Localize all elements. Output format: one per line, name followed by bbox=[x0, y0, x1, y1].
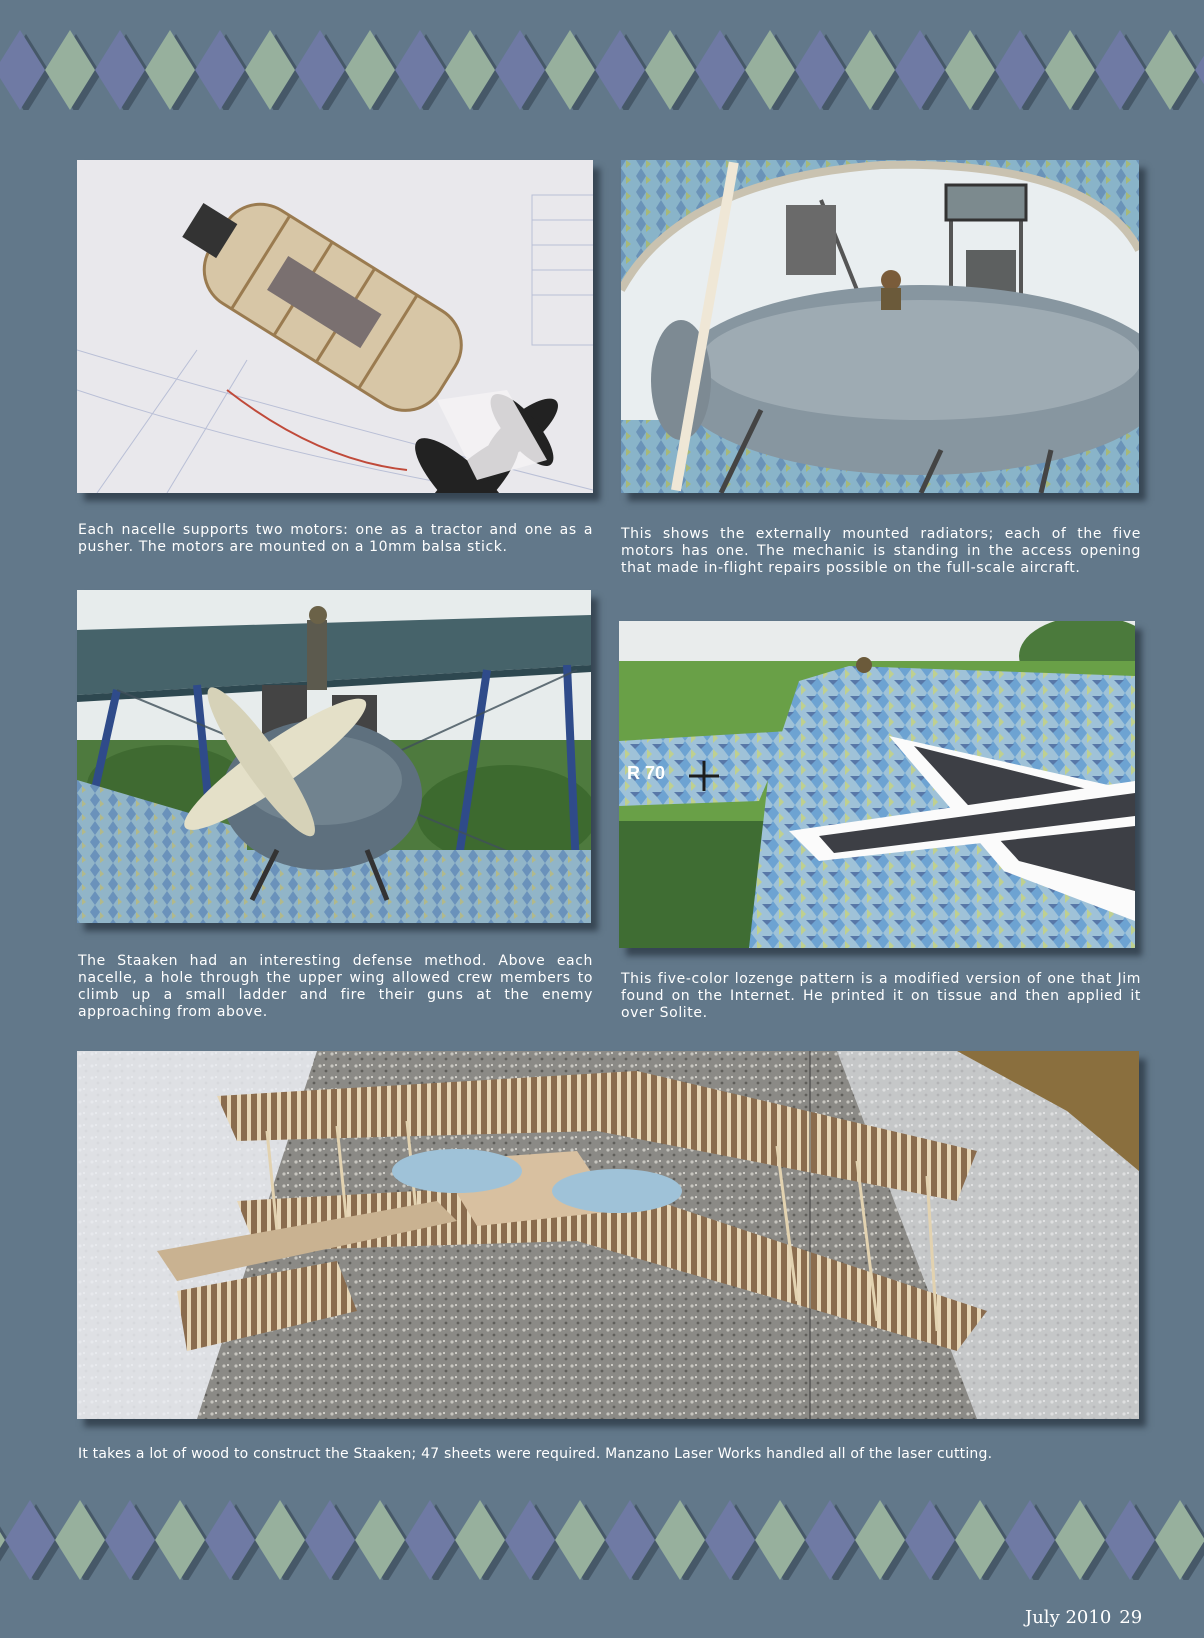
diamond bbox=[45, 30, 95, 110]
diamond bbox=[395, 30, 445, 110]
diamond bbox=[445, 30, 495, 110]
diamond bbox=[655, 1500, 705, 1580]
diamond bbox=[595, 30, 645, 110]
diamond bbox=[795, 30, 845, 110]
wing-serial-marking: R 70 bbox=[627, 763, 666, 783]
diamond bbox=[545, 30, 595, 110]
diamond bbox=[95, 30, 145, 110]
diamond bbox=[895, 30, 945, 110]
diamond bbox=[645, 30, 695, 110]
photo-airframe bbox=[77, 1051, 1139, 1419]
diamond bbox=[905, 1500, 955, 1580]
diamond bbox=[1095, 30, 1145, 110]
diamond bbox=[505, 1500, 555, 1580]
caption-radiators: This shows the externally mounted radiators; each of the five motors has one. The mechanic is standing in the access opening that made in-flight repairs possible on the full-scale aircraft. bbox=[621, 526, 1141, 576]
diamond bbox=[195, 30, 245, 110]
page-folio bbox=[1025, 1607, 1142, 1628]
diamond bbox=[995, 30, 1045, 110]
diamond bbox=[955, 1500, 1005, 1580]
photo-nacelle-construction bbox=[77, 160, 593, 493]
photo-gunner bbox=[77, 590, 591, 923]
diamond bbox=[1005, 1500, 1055, 1580]
diamond bbox=[1055, 1500, 1105, 1580]
photo-lozenge-wing bbox=[619, 621, 1135, 948]
caption-nacelle-construction: Each nacelle supports two motors: one as a tractor and one as a pusher. The motors are mounted on a 10mm balsa stick. bbox=[78, 522, 593, 555]
diamond bbox=[855, 1500, 905, 1580]
diamond bbox=[295, 30, 345, 110]
diamond bbox=[845, 30, 895, 110]
diamond bbox=[145, 30, 195, 110]
diamond bbox=[455, 1500, 505, 1580]
diamond bbox=[155, 1500, 205, 1580]
diamond bbox=[105, 1500, 155, 1580]
bottom-diamond-border bbox=[0, 1500, 1204, 1580]
diamond bbox=[5, 1500, 55, 1580]
issue-date: July 2010 bbox=[1025, 1607, 1112, 1628]
diamond bbox=[745, 30, 795, 110]
diamond bbox=[0, 30, 45, 110]
diamond bbox=[355, 1500, 405, 1580]
diamond bbox=[305, 1500, 355, 1580]
diamond bbox=[1105, 1500, 1155, 1580]
page-number: 29 bbox=[1119, 1607, 1143, 1628]
caption-lozenge-wing: This five-color lozenge pattern is a modified version of one that Jim found on the Internet. He printed it on tissue and then applied it over Solite. bbox=[621, 971, 1141, 1021]
top-diamond-border bbox=[0, 30, 1204, 110]
diamond bbox=[1195, 30, 1204, 110]
diamond bbox=[605, 1500, 655, 1580]
diamond bbox=[345, 30, 395, 110]
caption-gunner: The Staaken had an interesting defense method. Above each nacelle, a hole through the upper wing allowed crew members to climb up a small ladder and fire their guns at the enemy approaching from above. bbox=[78, 953, 593, 1020]
caption-airframe: It takes a lot of wood to construct the Staaken; 47 sheets were required. Manzano Laser Works handled all of the laser cutting. bbox=[78, 1446, 993, 1462]
diamond bbox=[405, 1500, 455, 1580]
diamond bbox=[945, 30, 995, 110]
diamond bbox=[705, 1500, 755, 1580]
diamond bbox=[0, 1500, 5, 1580]
diamond bbox=[1045, 30, 1095, 110]
diamond bbox=[755, 1500, 805, 1580]
diamond bbox=[495, 30, 545, 110]
diamond bbox=[55, 1500, 105, 1580]
diamond bbox=[245, 30, 295, 110]
diamond bbox=[1145, 30, 1195, 110]
diamond bbox=[555, 1500, 605, 1580]
diamond bbox=[805, 1500, 855, 1580]
diamond bbox=[255, 1500, 305, 1580]
diamond bbox=[695, 30, 745, 110]
diamond bbox=[205, 1500, 255, 1580]
photo-radiators bbox=[621, 160, 1139, 493]
diamond bbox=[1155, 1500, 1204, 1580]
